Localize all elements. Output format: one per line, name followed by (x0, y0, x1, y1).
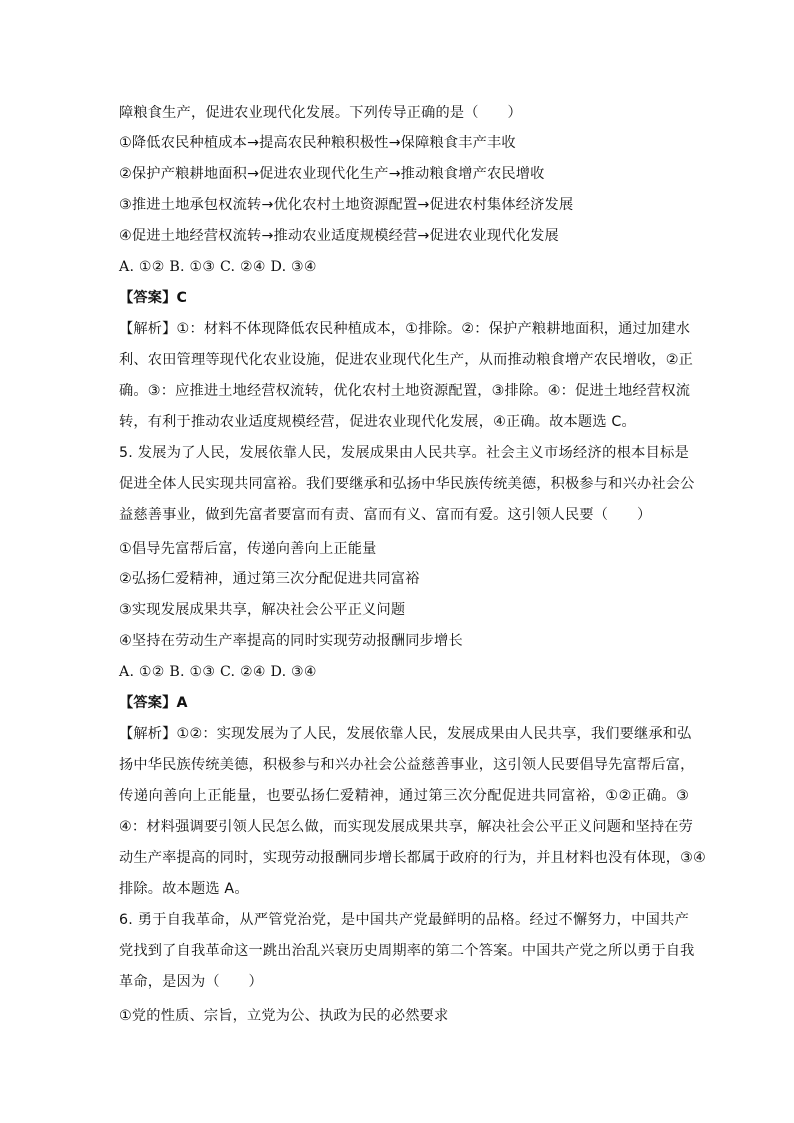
option-line: ①党的性质、宗旨，立党为公、执政为民的必然要求 (119, 1008, 449, 1024)
analysis-line: 【解析】①②：实现发展为了人民，发展依靠人民，发展成果由人民共享，我们要继承和弘 (119, 726, 692, 742)
analysis-line: 扬中华民族传统美德，积极参与和兴办社会公益慈善事业，这引领人民要倡导先富帮后富， (119, 757, 695, 773)
option-line: ①倡导先富帮后富，传递向善向上正能量 (119, 541, 377, 557)
answer-line: 【答案】C (119, 290, 188, 306)
question-line: 党找到了自我革命这一跳出治乱兴衰历史周期率的第二个答案。中国共产党之所以勇于自我 (119, 943, 695, 959)
question-line: 益慈善事业，做到先富者要富而有责、富而有义、富而有爱。这引领人民要（ ） (119, 507, 652, 523)
option-line: ②保护产粮耕地面积→促进农业现代化生产→推动粮食增产农民增收 (119, 166, 545, 182)
option-line: ②弘扬仁爱精神，通过第三次分配促进共同富裕 (119, 571, 420, 587)
question-line: 促进全体人民实现共同富裕。我们要继承和弘扬中华民族传统美德，积极参与和兴办社会公 (119, 476, 695, 492)
analysis-line: 利、农田管理等现代化农业设施，促进农业现代化生产，从而推动粮食增产农民增收，②正 (119, 352, 694, 368)
analysis-line: 传递向善向上正能量，也要弘扬仁爱精神，通过第三次分配促进共同富裕，①②正确。③ (119, 788, 689, 804)
text-line: 障粮食生产，促进农业现代化发展。下列传导正确的是（ ） (119, 105, 522, 121)
option-line: ③推进土地承包权流转→优化农村土地资源配置→促进农村集体经济发展 (119, 197, 574, 213)
question-line: 5. 发展为了人民，发展依靠人民，发展成果由人民共享。社会主义市场经济的根本目标是 (119, 445, 689, 461)
analysis-line: 排除。故本题选 A。 (119, 881, 249, 897)
question-line: 革命，是因为（ ） (119, 974, 263, 990)
choices-line: A. ①② B. ①③ C. ②④ D. ③④ (119, 259, 317, 275)
analysis-line: 确。③：应推进土地经营权流转，优化农村土地资源配置，③排除。④：促进土地经营权流 (119, 383, 691, 399)
question-line: 6. 勇于自我革命，从严管党治党，是中国共产党最鲜明的品格。经过不懈努力，中国共产 (119, 912, 689, 928)
option-line: ③实现发展成果共享，解决社会公平正义问题 (119, 602, 406, 618)
analysis-line: ④：材料强调要引领人民怎么做，而实现发展成果共享，解决社会公平正义问题和坚持在劳 (119, 819, 694, 835)
analysis-line: 【解析】①：材料不体现降低农民种植成本，①排除。②：保护产粮耕地面积，通过加建水 (119, 321, 691, 337)
option-line: ①降低农民种植成本→提高农民种粮积极性→保障粮食丰产丰收 (119, 135, 516, 151)
option-line: ④坚持在劳动生产率提高的同时实现劳动报酬同步增长 (119, 633, 463, 649)
choices-line: A. ①② B. ①③ C. ②④ D. ③④ (119, 664, 317, 680)
answer-line: 【答案】A (119, 695, 188, 711)
analysis-line: 转，有利于推动农业适度规模经营，促进农业现代化发展，④正确。故本题选 C。 (119, 414, 636, 430)
option-line: ④促进土地经营权流转→推动农业适度规模经营→促进农业现代化发展 (119, 228, 559, 244)
analysis-line: 动生产率提高的同时，实现劳动报酬同步增长都属于政府的行为，并且材料也没有体现，③④ (119, 850, 706, 866)
